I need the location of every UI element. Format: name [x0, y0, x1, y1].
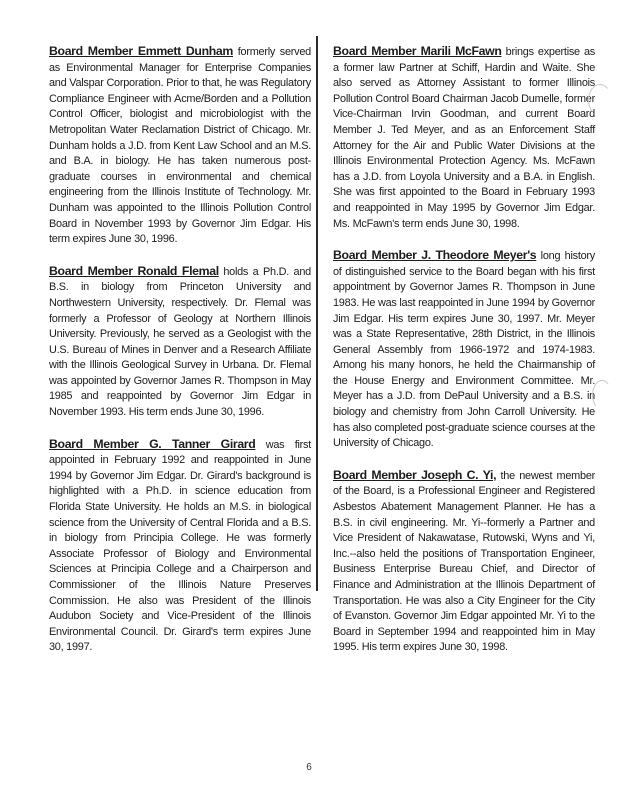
bio-text: long history of distinguished service to the Board began with his first appointment by Governor James R. Thompson in June 1983. He was last reappointed in June 1994 by Governor Jim Edgar. His term expires June 30, 1997. Mr. Meyer was a State Representative, 28th District, in the Illinois General Assembly from 1966-1972 and 1974-1983. Among his many honors, he held the Chairmanship of the House Energy and Environment Committee. Mr. Meyer has a J.D. from DePaul University and a B.S. in biology and chemistry from John Carroll University. He has also completed post-graduate science courses at the University of Chicago.: [333, 250, 595, 450]
bio-joseph-c-yi: [333, 468, 595, 656]
scan-mark: [592, 380, 612, 410]
bio-text: was first appointed in February 1992 and reappointed in June 1994 by Governor Jim Edgar. Dr. Girard's background is highlighted with a Ph.D. in science education from Florida State University. He holds an M.S. in biological science from the University of Central Florida and a B.S. in biology from Principia College. He was formerly Associate Professor of Biology and Environmental Sciences at Principia College and a Chairperson and Commissioner of the Illinois Nature Preserves Commission. He also was President of the Illinois Audubon Society and Vice-President of the Illinois Environmental Council. Dr. Girard's term expires June 30, 1997.: [49, 438, 311, 654]
page-number: 6: [306, 762, 312, 773]
bio-emmett-dunham: [49, 44, 311, 248]
bio-name: Board Member Emmett Dunham: [49, 44, 233, 58]
bio-g-tanner-girard: [49, 437, 311, 656]
right-column: [333, 44, 595, 672]
bio-name: Board Member Marili McFawn: [333, 44, 502, 58]
bio-name: Board Member Ronald Flemal: [49, 263, 219, 278]
bio-name: Board Member G. Tanner Girard: [49, 436, 256, 451]
bio-text: holds a Ph.D. and B.S. in biology from Princeton University and Northwestern University, respectively. Dr. Flemal was formerly a Professor of Geology at Northern Illinois University. Previously, he served as a Geologist with the U.S. Bureau of Mines in Denver and a Research Affiliate with the Illinois Geological Survey in Urbana. Dr. Flemal was appointed by Governor James R. Thompson in May 1985 and reappointed by Governor Jim Edgar in November 1993. His term ends June 30, 1996.: [49, 265, 311, 419]
scan-mark: [588, 84, 612, 116]
bio-text: formerly served as Environmental Manager for Enterprise Companies and Valspar Corporation. Prior to that, he was Regulatory Compliance Engineer with Acme/Borden and a Pollution Control Officer, biologist and microbiologist with the Metropolitan Water Reclamation District of Chicago. Mr. Dunham holds a J.D. from Kent Law School and an M.S. and B.A. in biology. He has taken numerous post-graduate courses in environmental and chemical engineering from the Illinois Institute of Technology. Mr. Dunham was appointed to the Illinois Pollution Control Board in November 1993 by Governor Jim Edgar. His term expires June 30, 1996.: [49, 46, 311, 246]
bio-text: the newest member of the Board, is a Professional Engineer and Registered Asbestos Abatement Management Planner. He has a B.S. in civil engineering. Mr. Yi--formerly a Partner and Vice President of Nakawatase, Rutowski, Wyns and Yi, Inc.--also held the positions of Transportation Engineer, Business Enterprise Bureau Chief, and Director of Finance and Administration at the Illinois Department of Transportation. He was also a City Engineer for the City of Evanston. Governor Jim Edgar appointed Mr. Yi to the Board in September 1994 and reappointed him in May 1995. His term expires June 30, 1998.: [333, 469, 595, 654]
column-divider: [316, 36, 318, 591]
bio-j-theodore-meyer: [333, 248, 595, 452]
bio-marili-mcfawn: [333, 44, 595, 232]
bio-ronald-flemal: [49, 264, 311, 421]
left-column: [49, 44, 311, 672]
bio-name: Board Member J. Theodore Meyer's: [333, 248, 537, 263]
bio-name: Board Member Joseph C. Yi,: [333, 467, 497, 482]
bio-text: brings expertise as a former law Partner at Schiff, Hardin and Waite. She also served as Attorney Assistant to former Illinois Pollution Control Board Chairman Jacob Dumelle, former Vice-Chairman Irvin Goodman, and current Board Member J. Ted Meyer, and as an Enforcement Staff Attorney for the Air and Public Water Divisions at the Illinois Environmental Protection Agency. Ms. McFawn has a J.D. from Loyola University and a B.A. in English. She was first appointed to the Board in February 1993 and reappointed in May 1995 by Governor Jim Edgar. Ms. McFawn's term ends June 30, 1998.: [333, 46, 595, 230]
